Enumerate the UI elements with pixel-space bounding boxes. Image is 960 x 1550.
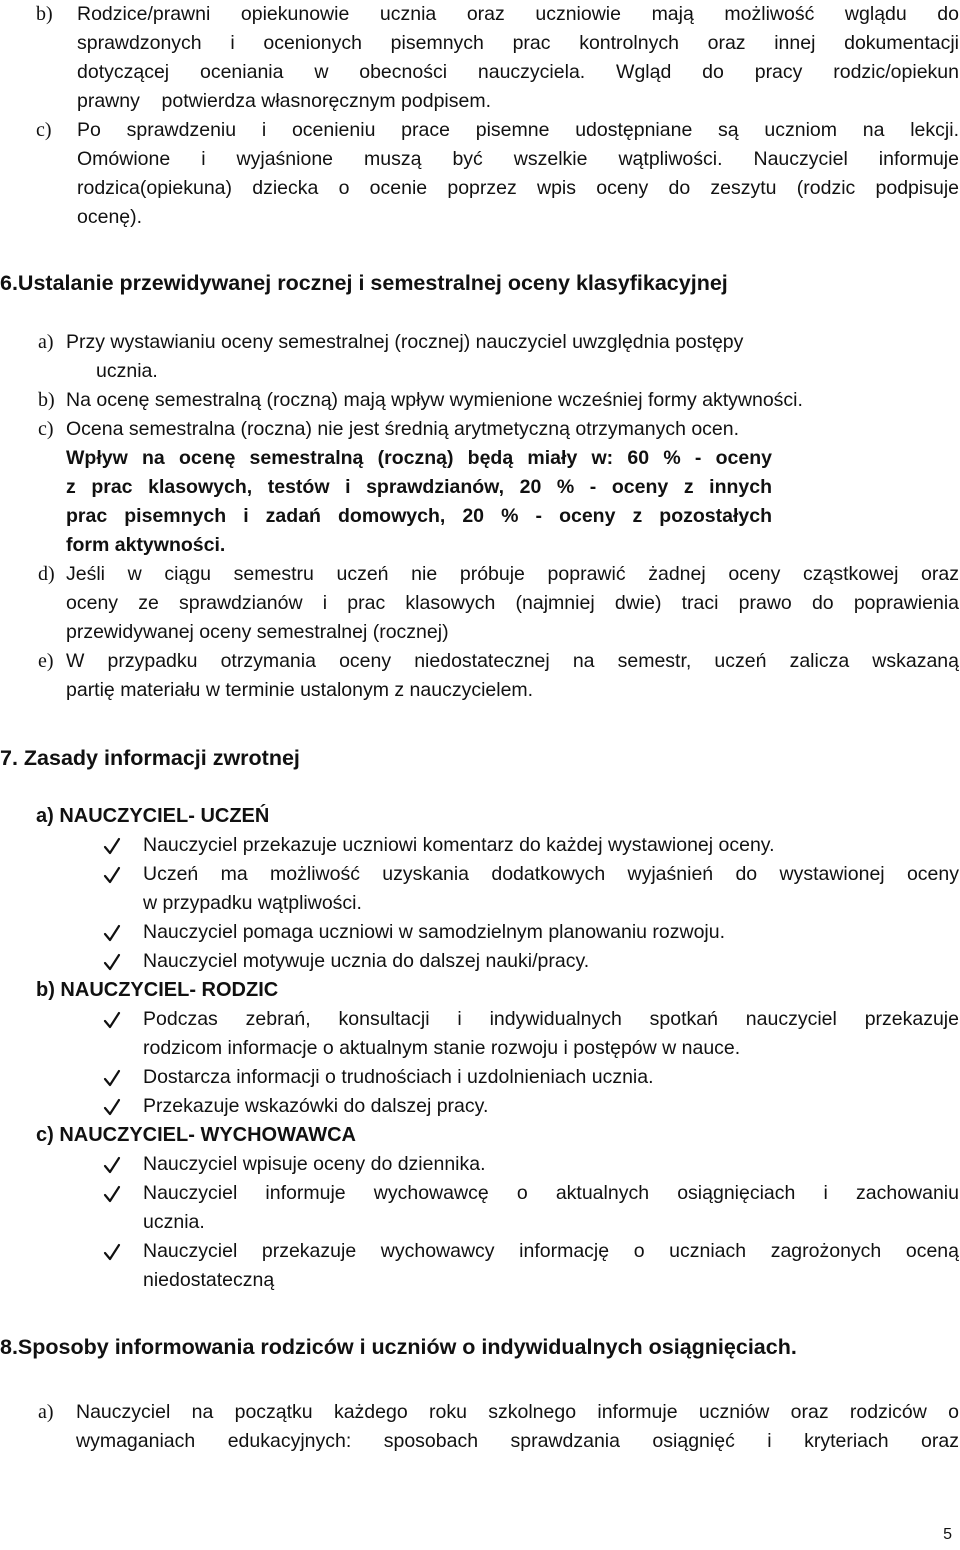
list-item: Uczeń ma możliwość uzyskania dodatkowych wyjaśnień do wystawionej oceny (143, 863, 959, 885)
list-item: Nauczyciel przekazuje uczniowi komentarz do każdej wystawionej oceny. (143, 834, 775, 856)
paragraph-line: partię materiału w terminie ustalonym z nauczycielem. (66, 679, 534, 701)
item-label-a: a) (38, 1401, 54, 1423)
check-icon (103, 952, 121, 972)
section-7-heading: 7. Zasady informacji zwrotnej (0, 746, 300, 770)
check-icon (103, 865, 121, 885)
bold-paragraph-line: Wpływ na ocenę semestralną (roczną) będą miały w: 60 % - oceny (66, 447, 772, 469)
paragraph-line: prawny potwierdza własnoręcznym podpisem. (77, 90, 492, 112)
list-item: ucznia. (143, 1211, 205, 1233)
check-icon (103, 1155, 121, 1175)
paragraph-line: dotyczącej oceniania w obecności nauczyciela. Wgląd do pracy rodzic/opiekun (77, 61, 959, 83)
paragraph-line: przewidywanej oceny semestralnej (rocznej) (66, 621, 449, 643)
list-item: Nauczyciel informuje wychowawcę o aktualnych osiągnięciach i zachowaniu (143, 1182, 959, 1204)
check-icon (103, 1184, 121, 1204)
subsection-heading: c) NAUCZYCIEL- WYCHOWAWCA (36, 1124, 356, 1146)
paragraph-line: Nauczyciel na początku każdego roku szkolnego informuje uczniów oraz rodziców o (76, 1401, 959, 1423)
check-icon (103, 923, 121, 943)
paragraph-line: ucznia. (96, 360, 158, 382)
paragraph-line: Przy wystawianiu oceny semestralnej (rocznej) nauczyciel uwzględnia postępy (66, 331, 744, 353)
check-icon (103, 836, 121, 856)
page-number: 5 (943, 1526, 952, 1543)
bold-paragraph-line: z prac klasowych, testów i sprawdzianów, 20 % - oceny z innych (66, 476, 772, 498)
list-item: rodzicom informacje o aktualnym stanie rozwoju i postępów w nauce. (143, 1037, 741, 1059)
paragraph-line: Omówione i wyjaśnione muszą być wszelkie wątpliwości. Nauczyciel informuje (77, 148, 959, 170)
check-icon (103, 1068, 121, 1088)
check-icon (103, 1097, 121, 1117)
paragraph-line: Jeśli w ciągu semestru uczeń nie próbuje poprawić żadnej oceny cząstkowej oraz (66, 563, 959, 585)
list-item: Podczas zebrań, konsultacji i indywidualnych spotkań nauczyciel przekazuje (143, 1008, 959, 1030)
list-item: Nauczyciel pomaga uczniowi w samodzielnym planowaniu rozwoju. (143, 921, 726, 943)
paragraph-line: ocenę). (77, 206, 143, 228)
check-icon (103, 1242, 121, 1262)
list-item: Przekazuje wskazówki do dalszej pracy. (143, 1095, 489, 1117)
bold-paragraph-line: prac pisemnych i zadań domowych, 20 % - oceny z pozostałych (66, 505, 772, 527)
paragraph-line: Ocena semestralna (roczna) nie jest średnią arytmetyczną otrzymanych ocen. (66, 418, 740, 440)
bold-paragraph-line: form aktywności. (66, 534, 226, 556)
item-label-a: a) (38, 331, 54, 353)
list-item: w przypadku wątpliwości. (143, 892, 362, 914)
subsection-heading: b) NAUCZYCIEL- RODZIC (36, 979, 279, 1001)
paragraph-line: oceny ze sprawdzianów i prac klasowych (najmniej dwie) traci prawo do poprawienia (66, 592, 959, 614)
list-item: niedostateczną (143, 1269, 275, 1291)
list-item: Nauczyciel przekazuje wychowawcy informację o uczniach zagrożonych oceną (143, 1240, 959, 1262)
item-label-e: e) (38, 650, 54, 672)
item-label-c: c) (36, 119, 52, 141)
paragraph-line: sprawdzonych i ocenionych pisemnych prac kontrolnych oraz innej dokumentacji (77, 32, 959, 54)
item-label-d: d) (38, 563, 55, 585)
section-8-heading: 8.Sposoby informowania rodziców i uczniów o indywidualnych osiągnięciach. (0, 1335, 797, 1359)
check-icon (103, 1010, 121, 1030)
item-label-c: c) (38, 418, 54, 440)
paragraph-line: W przypadku otrzymania oceny niedostatecznej na semestr, uczeń zalicza wskazaną (66, 650, 959, 672)
item-label-b: b) (38, 389, 55, 411)
list-item: Dostarcza informacji o trudnościach i uzdolnieniach ucznia. (143, 1066, 654, 1088)
paragraph-line: Na ocenę semestralną (roczną) mają wpływ wymienione wcześniej formy aktywności. (66, 389, 803, 411)
list-item: Nauczyciel motywuje ucznia do dalszej nauki/pracy. (143, 950, 590, 972)
subsection-heading: a) NAUCZYCIEL- UCZEŃ (36, 805, 270, 827)
paragraph-line: wymaganiach edukacyjnych: sposobach sprawdzania osiągnięć i kryteriach oraz (76, 1430, 959, 1452)
list-item: Nauczyciel wpisuje oceny do dziennika. (143, 1153, 486, 1175)
paragraph-line: Rodzice/prawni opiekunowie ucznia oraz uczniowie mają możliwość wglądu do (77, 3, 959, 25)
section-6-heading: 6.Ustalanie przewidywanej rocznej i semestralnej oceny klasyfikacyjnej (0, 271, 728, 295)
item-label-b: b) (36, 3, 53, 25)
paragraph-line: rodzica(opiekuna) dziecka o ocenie poprzez wpis oceny do zeszytu (rodzic podpisuje (77, 177, 959, 199)
paragraph-line: Po sprawdzeniu i ocenieniu prace pisemne udostępniane są uczniom na lekcji. (77, 119, 959, 141)
